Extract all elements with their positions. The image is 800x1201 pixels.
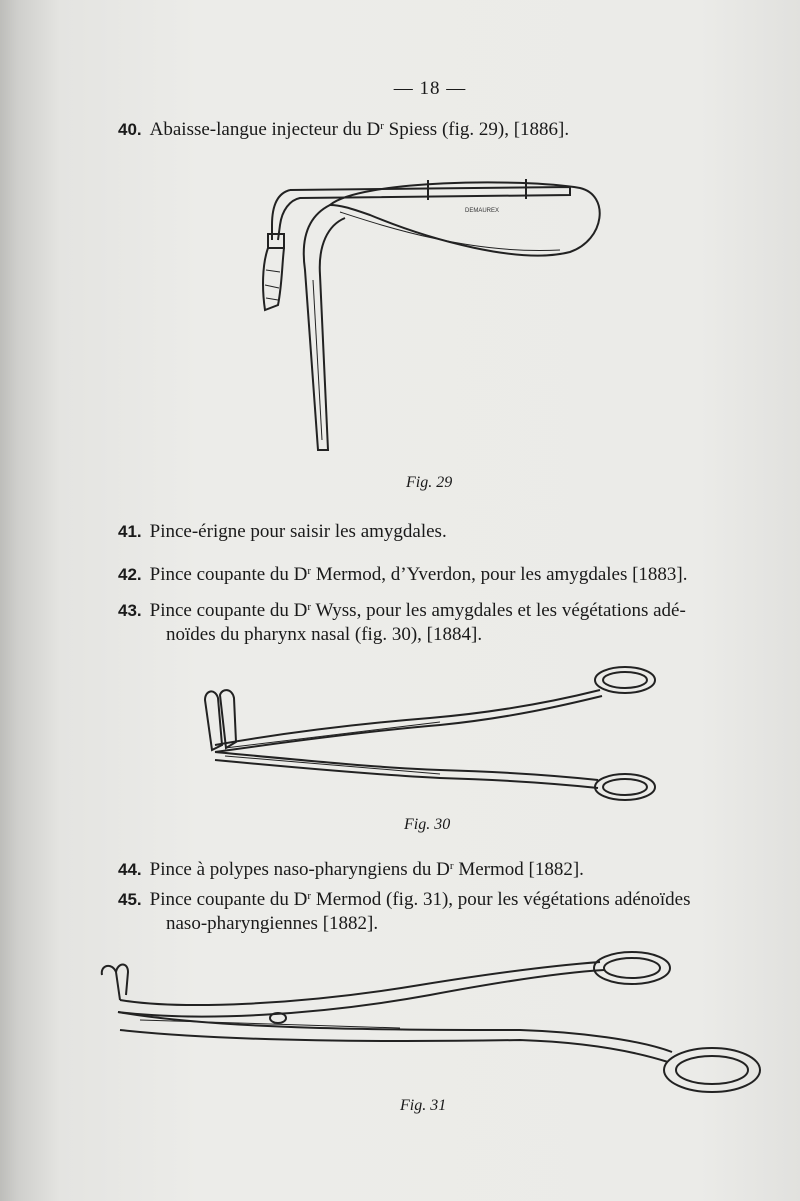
entry-superscript: r (449, 860, 454, 872)
page-number: — 18 — (393, 78, 467, 99)
figure-30-caption: Fig. 30 (404, 816, 451, 833)
entry-number: 45. (118, 890, 142, 909)
entry-text-rest: Mermod, d’Yverdon, pour les amygdales [1883]. (311, 564, 688, 585)
entry-text: Abaisse-langue injecteur du D (149, 119, 381, 140)
entry-text: Pince coupante du D (149, 600, 308, 621)
entry-text: Pince coupante du D (149, 889, 308, 910)
entry-text-rest: Wyss, pour les amygdales et les végétations adé- (311, 600, 686, 621)
entry-45-continuation: naso-pharyngiennes [1882]. (166, 913, 379, 934)
entry-text-rest: Spiess (fig. 29), [1886]. (383, 119, 570, 140)
maker-mark: DEMAUREX (465, 208, 500, 214)
entry-number: 43. (118, 601, 142, 620)
entry-number: 40. (118, 120, 142, 139)
entry-superscript: r (307, 890, 312, 902)
entry-text-rest: Mermod (fig. 31), pour les végétations adénoïdes (311, 889, 691, 910)
entry-number: 41. (118, 522, 142, 541)
entry-superscript: r (380, 120, 384, 132)
entry-43-continuation: noïdes du pharynx nasal (fig. 30), [1884]. (166, 624, 483, 645)
figure-31-caption: Fig. 31 (400, 1097, 447, 1114)
entry-text: Pince-érigne pour saisir les amygdales. (149, 521, 447, 542)
entry-text-rest: Mermod [1882]. (453, 859, 584, 880)
entry-number: 44. (118, 860, 142, 879)
entry-text: Pince à polypes naso-pharyngiens du D (149, 859, 450, 880)
entry-superscript: r (307, 565, 312, 577)
entry-number: 42. (118, 565, 142, 584)
figure-29-caption: Fig. 29 (406, 474, 453, 491)
entry-superscript: r (307, 601, 312, 613)
entry-text: Pince coupante du D (149, 564, 308, 585)
